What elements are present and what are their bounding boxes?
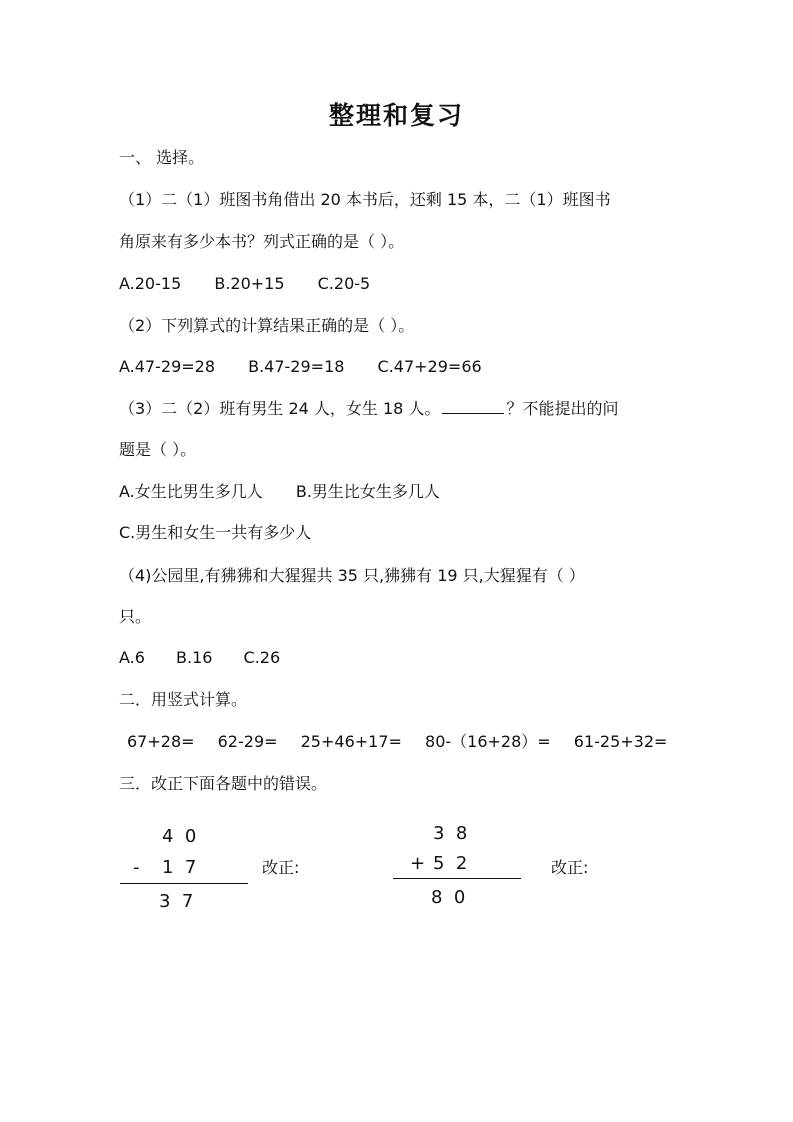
q3-line-1 xyxy=(119,397,618,421)
q1-option-a: A.20-15 xyxy=(119,274,182,293)
plus-sign: + xyxy=(410,853,426,874)
sum: 8 0 xyxy=(431,887,466,908)
q2-line-1: （2）下列算式的计算结果正确的是（ ）。 xyxy=(119,316,415,335)
q1-options xyxy=(119,272,398,296)
result-line xyxy=(393,878,521,879)
q2-option-a: A.47-29=28 xyxy=(119,357,216,376)
result-line xyxy=(120,883,248,884)
q3-line-1-pre: （3）二（2）班有男生 24 人，女生 18 人。 xyxy=(119,399,441,418)
section-1-heading: 一、 选择。 xyxy=(119,148,205,167)
addend-1: 3 8 xyxy=(433,823,468,844)
q4-option-c: C.26 xyxy=(243,648,281,667)
q1-line-1: （1）二（1）班图书角借出 20 本书后，还剩 15 本，二（1）班图书 xyxy=(119,190,611,209)
calc-problem-5: 61-25+32= xyxy=(573,732,668,751)
q3-option-b: B.男生比女生多几人 xyxy=(295,482,440,501)
q4-line-1: （4)公园里,有狒狒和大猩猩共 35 只,狒狒有 19 只,大猩猩有（ ） xyxy=(119,566,585,585)
q3-options-row-1 xyxy=(119,480,468,504)
vertical-calc-problems xyxy=(127,730,667,754)
q4-option-b: B.16 xyxy=(176,648,213,667)
q2-option-c: C.47+29=66 xyxy=(377,357,482,376)
minus-sign: - xyxy=(133,857,140,878)
section-2-heading: 二．用竖式计算。 xyxy=(119,690,248,709)
subtrahend: 1 7 xyxy=(162,857,197,878)
section-3-heading: 三．改正下面各题中的错误。 xyxy=(119,774,328,793)
difference: 3 7 xyxy=(159,891,194,912)
q3-line-2: 题是（ ）。 xyxy=(119,440,197,459)
q1-option-b: B.20+15 xyxy=(214,274,285,293)
q4-line-2: 只。 xyxy=(119,607,152,626)
q1-line-2: 角原来有多少本书？列式正确的是（ ）。 xyxy=(119,232,405,251)
q3-option-c: C.男生和女生一共有多少人 xyxy=(119,523,312,542)
addend-2: 5 2 xyxy=(433,853,468,874)
calc-problem-2: 62-29= xyxy=(217,732,278,751)
minuend: 4 0 xyxy=(162,826,197,847)
q2-options xyxy=(119,355,510,379)
q3-line-1-post: ？不能提出的问 xyxy=(506,399,619,418)
correction-label-2: 改正: xyxy=(551,858,589,877)
q2-option-b: B.47-29=18 xyxy=(248,357,345,376)
q4-option-a: A.6 xyxy=(119,648,145,667)
q1-option-c: C.20-5 xyxy=(317,274,371,293)
calc-problem-4: 80-（16+28）= xyxy=(425,732,551,751)
page-title: 整理和复习 xyxy=(328,101,464,130)
correction-label-1: 改正: xyxy=(262,858,300,877)
calc-problem-3: 25+46+17= xyxy=(300,732,402,751)
answer-blank xyxy=(442,397,504,414)
q3-option-a: A.女生比男生多几人 xyxy=(119,482,263,501)
calc-problem-1: 67+28= xyxy=(127,732,195,751)
q3-options-row-2 xyxy=(119,521,339,545)
q4-options xyxy=(119,646,308,670)
